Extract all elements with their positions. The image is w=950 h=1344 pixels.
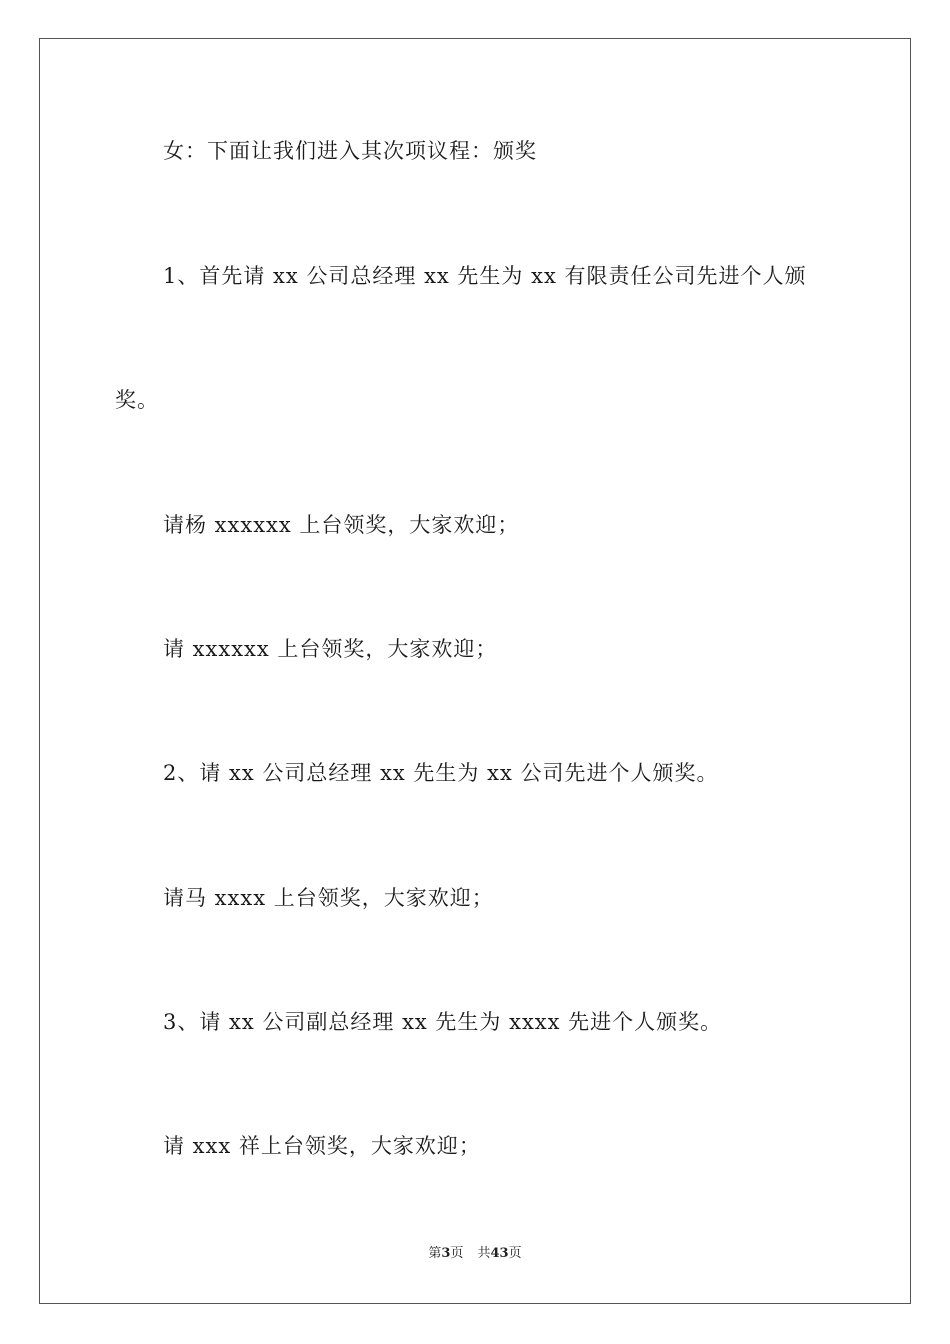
paragraph-awardee-4: 请 xxx 祥上台领奖，大家欢迎；: [163, 1134, 481, 1158]
paragraph-award-2: 2、请 xx 公司总经理 xx 先生为 xx 公司先进个人颁奖。: [163, 761, 719, 785]
page-suffix: 页: [450, 1246, 464, 1261]
paragraph-awardee-2: 请 xxxxxx 上台领奖，大家欢迎；: [163, 637, 498, 661]
paragraph-awardee-1: 请杨 xxxxxx 上台领奖，大家欢迎；: [163, 513, 520, 537]
paragraph-award-3: 3、请 xx 公司副总经理 xx 先生为 xxxx 先进个人颁奖。: [163, 1010, 723, 1034]
paragraph-awardee-3: 请马 xxxx 上台领奖，大家欢迎；: [163, 886, 494, 910]
page-number: 3: [441, 1246, 451, 1261]
page-total: 43: [490, 1246, 509, 1261]
paragraph-agenda-intro: 女：下面让我们进入其次项议程：颁奖: [163, 139, 537, 163]
paragraph-award-1-continued: 奖。: [115, 388, 159, 412]
page-border: [39, 38, 911, 1304]
total-prefix: 共: [477, 1246, 491, 1261]
paragraph-award-1: 1、首先请 xx 公司总经理 xx 先生为 xx 有限责任公司先进个人颁: [163, 264, 807, 288]
page-footer: [0, 1245, 950, 1263]
total-suffix: 页: [508, 1246, 522, 1261]
page-prefix: 第: [428, 1246, 442, 1261]
